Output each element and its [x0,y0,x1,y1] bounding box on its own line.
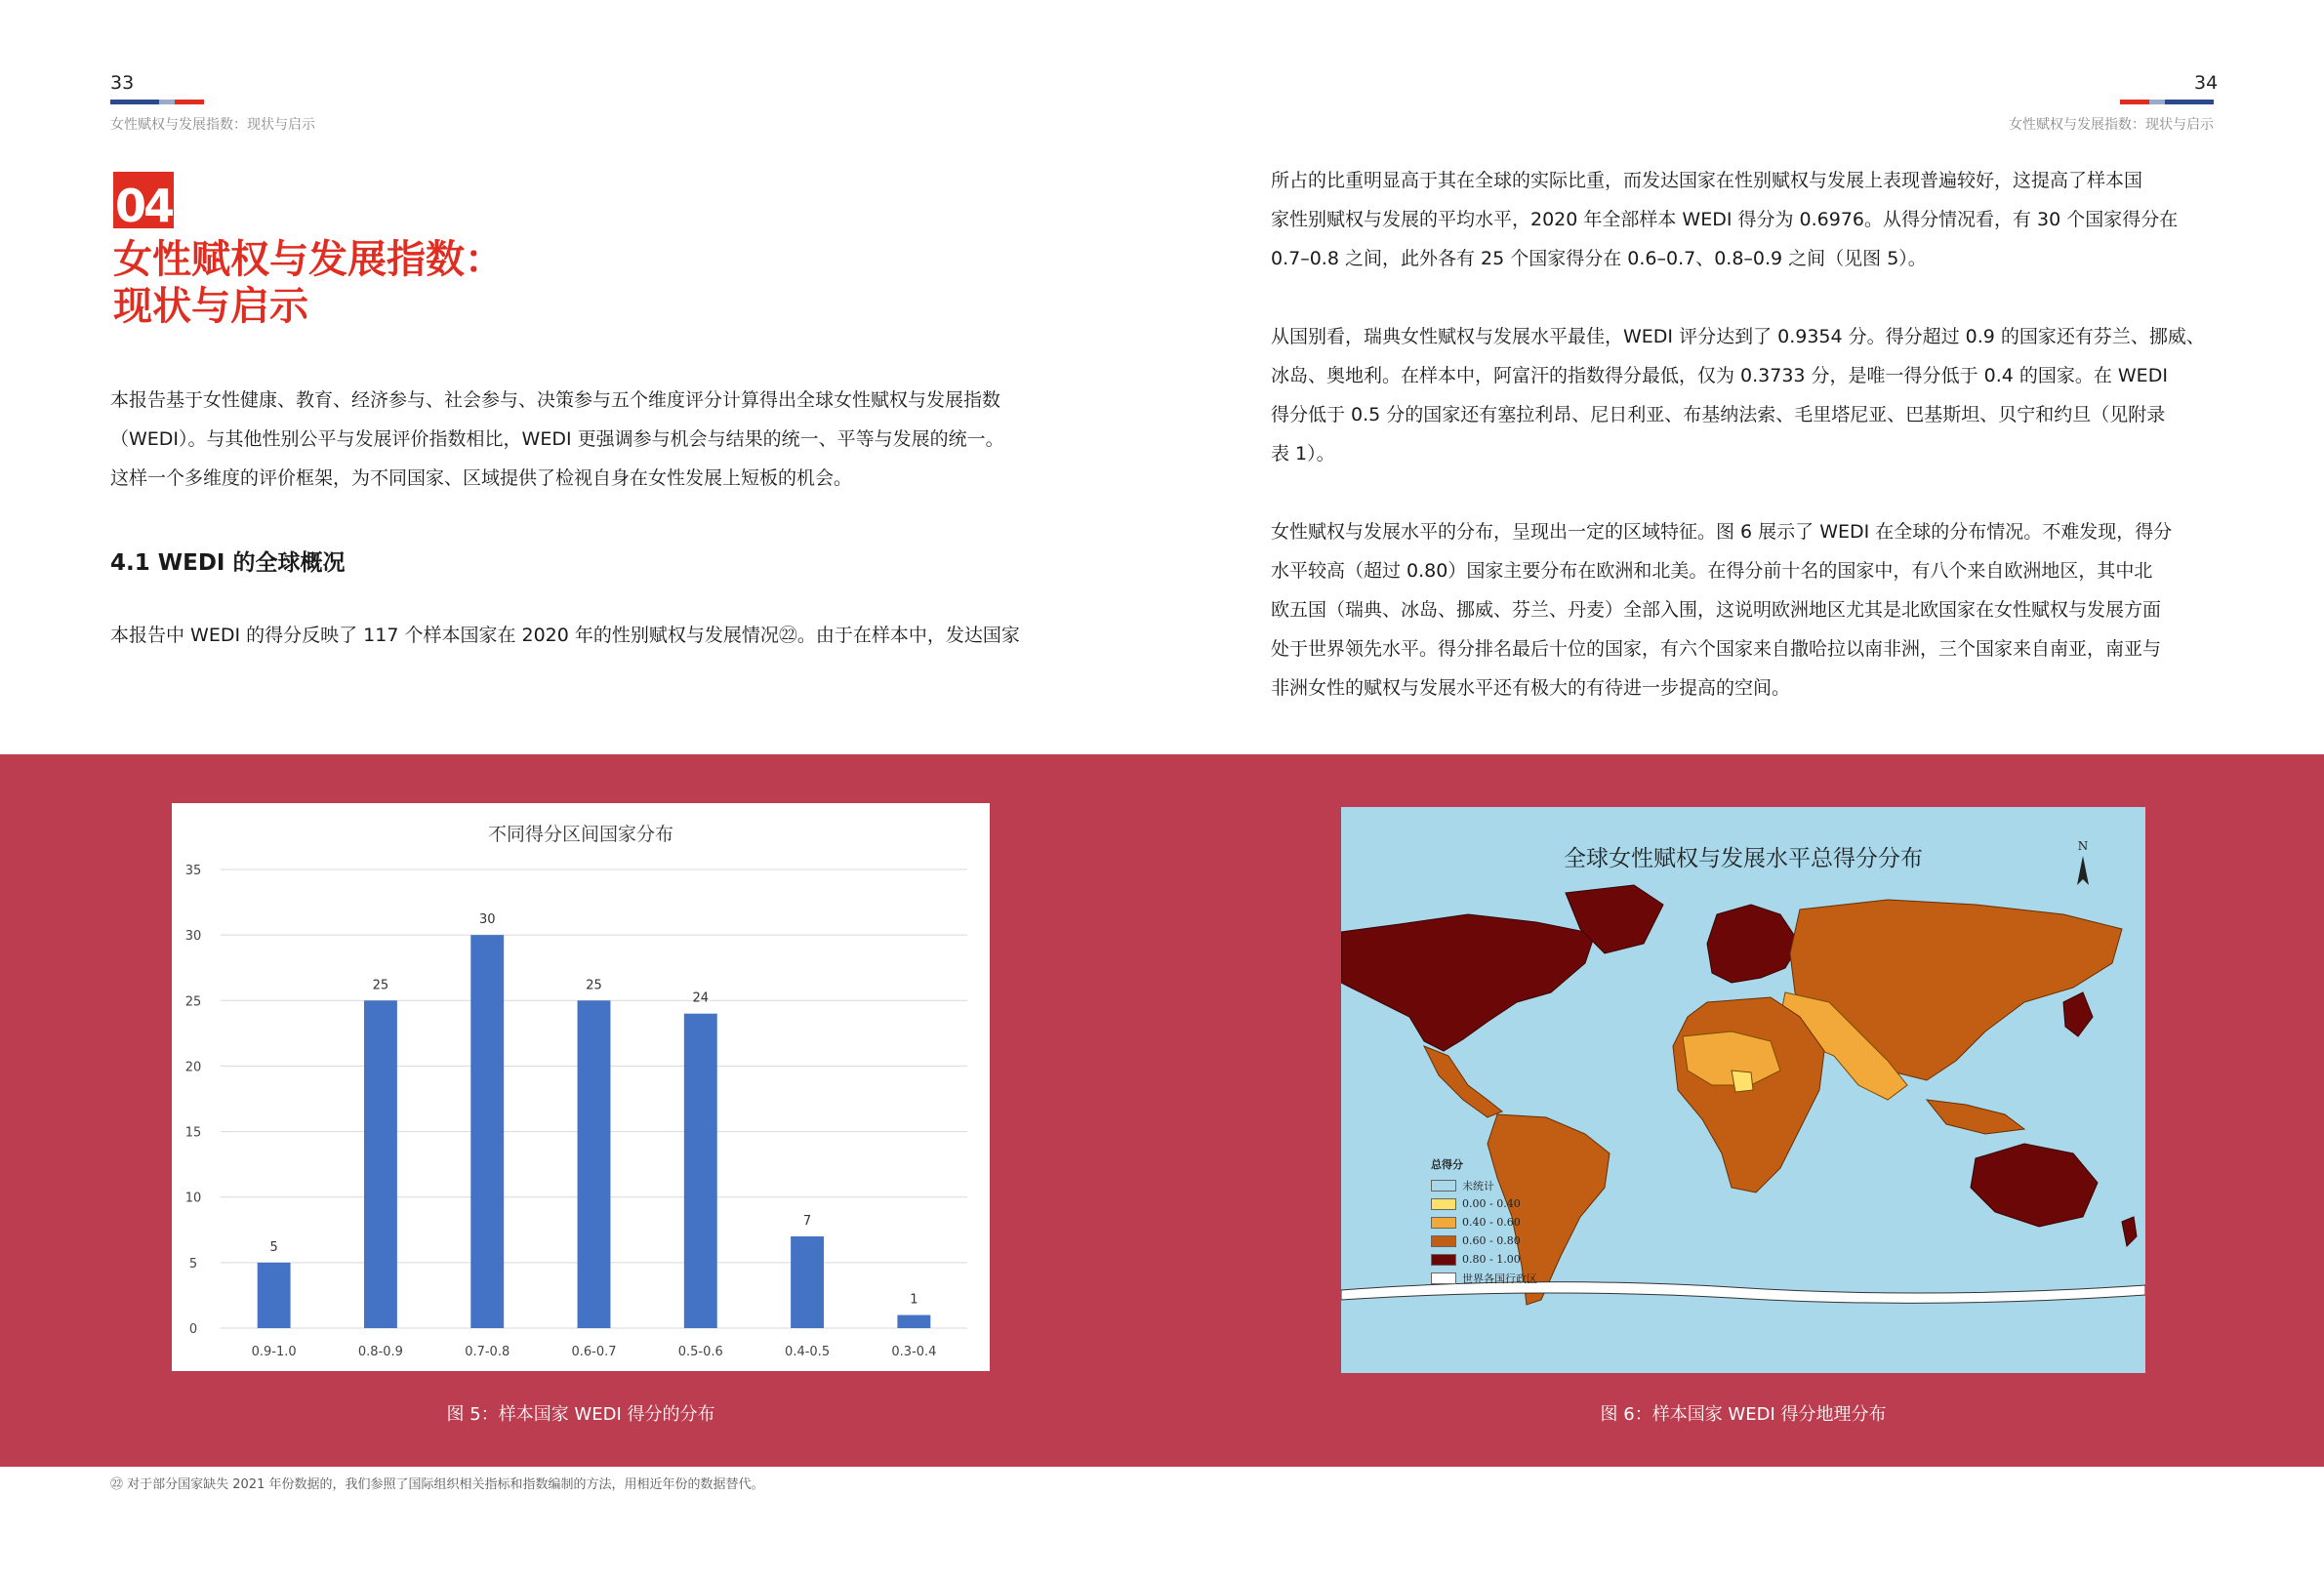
bar-value-label: 25 [586,978,602,993]
y-tick-label: 5 [188,1256,198,1272]
legend-swatch [1431,1198,1456,1210]
running-head-right: 女性赋权与发展指数：现状与启示 [2009,117,2214,133]
legend-title: 总得分 [1431,1158,1463,1171]
text-line: 非洲女性的赋权与发展水平还有极大的有待进一步提高的空间。 [1271,677,1791,699]
legend-label: 世界各国行政区 [1462,1272,1537,1285]
header-bar-light [159,100,175,104]
y-tick-label: 15 [184,1125,202,1141]
australia-region [1971,1144,2098,1227]
bar-value-label: 25 [372,978,389,993]
text-line: 冰岛、奥地利。在样本中，阿富汗的指数得分最低，仅为 0.3733 分，是唯一得分低于 0.4 的国家。在 WEDI [1271,365,2168,386]
bar-value-label: 5 [269,1239,278,1255]
y-tick-label: 35 [184,864,202,878]
bar-value-label: 1 [910,1292,918,1308]
text-line: 处于世界领先水平。得分排名最后十位的国家，有六个国家来自撒哈拉以南非洲，三个国家来自南亚，南亚与 [1271,638,2162,660]
page-number-right: 34 [2194,72,2219,94]
legend-label: 0.60 - 0.80 [1462,1234,1521,1247]
text-line: 欧五国（瑞典、冰岛、挪威、芬兰、丹麦）全部入围，这说明欧洲地区尤其是北欧国家在女性赋权与发展方面 [1271,599,2162,621]
text-line: 从国别看，瑞典女性赋权与发展水平最佳，WEDI 评分达到了 0.9354 分。得分超过 0.9 的国家还有芬兰、挪威、 [1271,326,2205,347]
figure5-chart [172,803,990,1371]
legend-item [1431,1213,1537,1232]
figure5-caption: 图 5：样本国家 WEDI 得分的分布 [446,1404,715,1425]
section-paragraph: 本报告中 WEDI 的得分反映了 117 个样本国家在 2020 年的性别赋权与发展情况㉒。由于在样本中，发达国家 [110,625,1020,646]
y-tick-label: 25 [184,994,202,1010]
region-paragraph [1271,512,2172,707]
legend-item [1431,1269,1537,1287]
header-bar-red [175,100,204,104]
header-bar-blue-right [2165,100,2214,104]
header-bar-blue [110,100,159,104]
bar [578,1000,611,1328]
legend-label: 0.80 - 1.00 [1462,1253,1521,1266]
bar-value-label: 30 [478,912,496,928]
lowest-score-region [1732,1071,1753,1092]
legend-label: 未统计 [1462,1179,1494,1192]
y-tick-label: 10 [184,1191,202,1206]
text-line: 表 1）。 [1271,443,1335,465]
page-number-left: 33 [110,72,135,94]
footnote: ㉒ 对于部分国家缺失 2021 年份数据的，我们参照了国际组织相关指标和指数编制的方法，用相近年份的数据替代。 [110,1477,764,1492]
africa-region [1673,997,1824,1192]
legend-swatch [1431,1254,1456,1266]
text-line: 本报告基于女性健康、教育、经济参与、社会参与、决策参与五个维度评分计算得出全球女性赋权与发展指数 [110,389,1001,411]
continued-paragraph [1271,161,2178,278]
x-tick-label: 0.7-0.8 [465,1345,510,1359]
southeast-asia-region [1927,1100,2024,1134]
chapter-number-badge: 04 [113,172,174,228]
country-paragraph [1271,317,2205,473]
legend-label: 0.40 - 0.60 [1462,1216,1521,1229]
x-tick-label: 0.4-0.5 [785,1345,831,1359]
text-line: 家性别赋权与发展的平均水平，2020 年全部样本 WEDI 得分为 0.6976。从得分情况看，有 30 个国家得分在 [1271,209,2179,230]
text-line: 所占的比重明显高于其在全球的实际比重，而发达国家在性别赋权与发展上表现普遍较好，这提高了样本国 [1271,170,2143,191]
north-label: N [2077,839,2089,853]
world-map [1341,807,2145,1373]
bar-value-label: 7 [802,1214,812,1229]
y-tick-label: 30 [184,929,202,945]
header-bar-light-right [2149,100,2165,104]
legend-item [1431,1250,1537,1269]
bar [470,935,504,1328]
x-tick-label: 0.8-0.9 [357,1345,403,1359]
section-heading: 4.1 WEDI 的全球概况 [110,550,346,576]
legend-swatch [1431,1217,1456,1229]
bar [364,1000,397,1328]
text-line: 0.7–0.8 之间，此外各有 25 个国家得分在 0.6–0.7、0.8–0.9 之间（见图 5）。 [1271,248,1927,269]
text-line: 女性赋权与发展水平的分布，呈现出一定的区域特征。图 6 展示了 WEDI 在全球的分布情况。不难发现，得分 [1271,521,2173,543]
map-title: 全球女性赋权与发展水平总得分分布 [1564,846,1923,871]
figure6-map [1341,807,2145,1373]
bar [684,1014,717,1328]
legend-swatch [1431,1235,1456,1247]
x-tick-label: 0.5-0.6 [677,1345,723,1359]
x-tick-label: 0.6-0.7 [571,1345,617,1359]
text-line: 得分低于 0.5 分的国家还有塞拉利昂、尼日利亚、布基纳法索、毛里塔尼亚、巴基斯坦、贝宁和约旦（见附录 [1271,404,2166,425]
legend-swatch [1431,1180,1456,1192]
chapter-title-line2: 现状与启示 [113,284,308,329]
x-tick-label: 0.3-0.4 [891,1345,937,1359]
europe-region [1707,905,1800,983]
bar-chart [172,803,990,1371]
x-tick-label: 0.9-1.0 [251,1345,297,1359]
north-america-region [1341,914,1595,1051]
chapter-title-line1: 女性赋权与发展指数： [113,237,504,282]
figure6-caption: 图 6：样本国家 WEDI 得分地理分布 [1600,1404,1887,1425]
japan-region [2063,992,2093,1036]
bar [791,1236,824,1328]
legend-label: 0.00 - 0.40 [1462,1197,1521,1210]
bar [258,1263,291,1328]
central-america-region [1424,1046,1502,1117]
map-legend [1431,1156,1537,1287]
legend-item [1431,1176,1537,1194]
running-head-left: 女性赋权与发展指数：现状与启示 [110,117,315,133]
text-line: 水平较高（超过 0.80）国家主要分布在欧洲和北美。在得分前十名的国家中，有八个来自欧洲地区，其中北 [1271,560,2153,582]
intro-paragraph [110,381,1004,498]
new-zealand-region [2122,1217,2137,1246]
text-line: 这样一个多维度的评价框架，为不同国家、区域提供了检视自身在女性发展上短板的机会。 [110,467,853,489]
bar-value-label: 24 [692,990,710,1006]
y-tick-label: 20 [184,1060,202,1075]
bar [897,1315,930,1328]
chart-title: 不同得分区间国家分布 [487,824,674,845]
legend-swatch [1431,1273,1456,1284]
text-line: （WEDI）。与其他性别公平与发展评价指数相比，WEDI 更强调参与机会与结果的统一、平等与发展的统一。 [110,428,1004,450]
y-tick-label: 0 [188,1322,198,1337]
legend-item [1431,1194,1537,1213]
chapter-title [113,236,504,330]
header-bar-red-right [2120,100,2149,104]
legend-item [1431,1232,1537,1250]
